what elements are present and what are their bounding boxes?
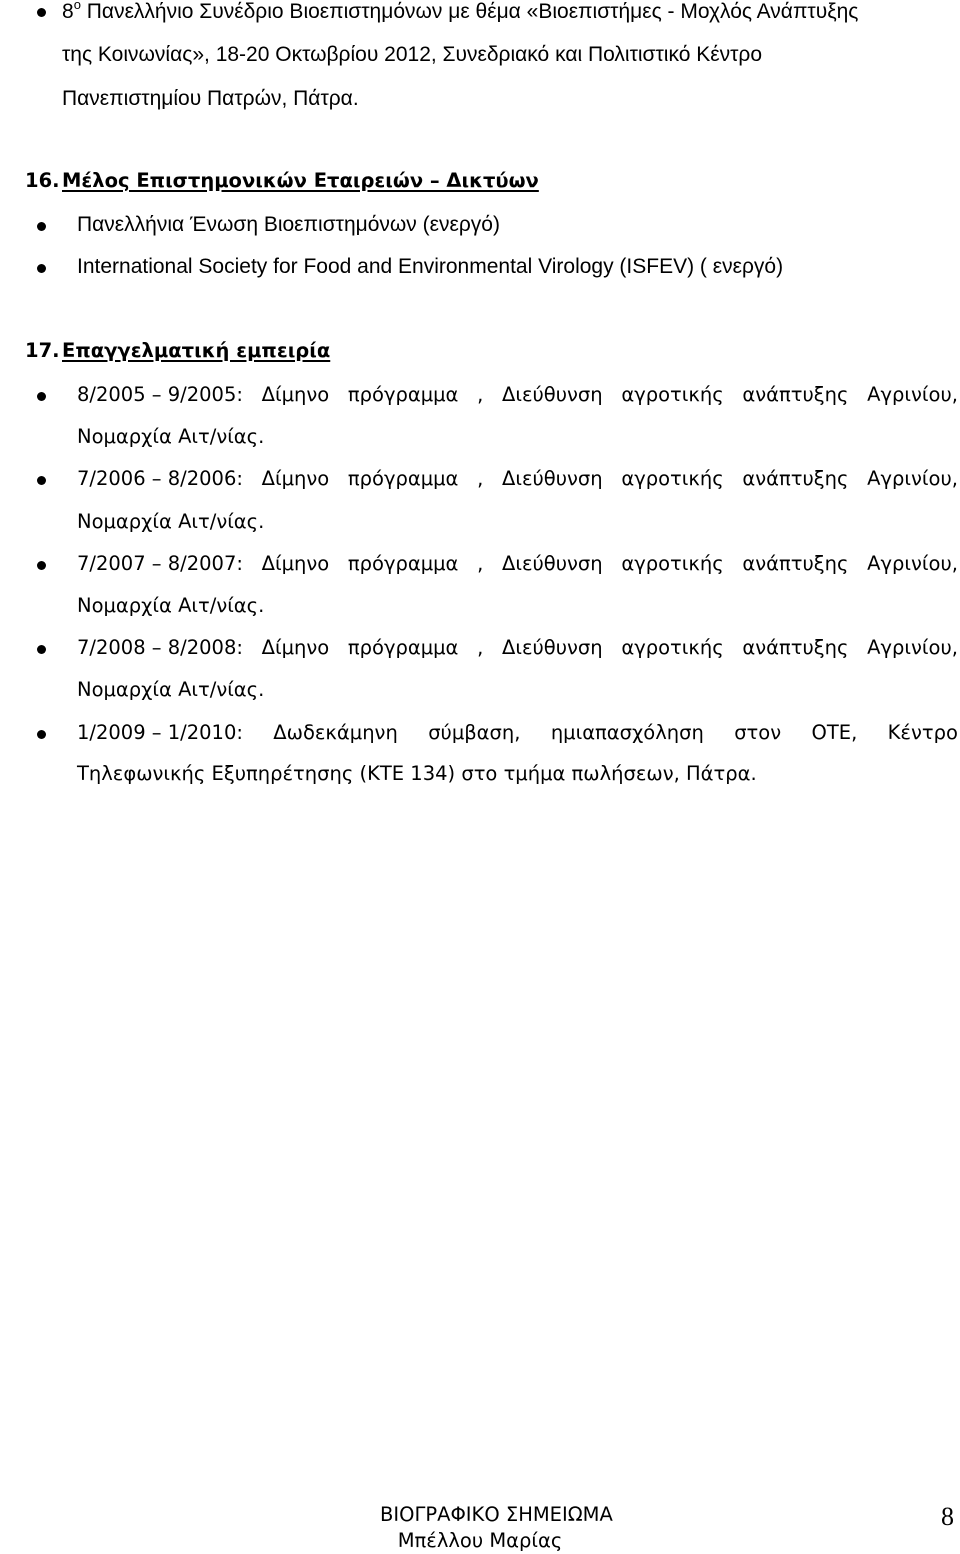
- experience-word: πρόγραμμα: [347, 467, 459, 490]
- conference-line-2: της Κοινωνίας», 18-20 Οκτωβρίου 2012, Συνεδριακό και Πολιτιστικό Κέντρο: [62, 43, 762, 66]
- experience-word: ανάπτυξης: [742, 636, 849, 659]
- conference-line-3: Πανεπιστημίου Πατρών, Πάτρα.: [62, 87, 359, 110]
- experience-word: Δίμηνο: [261, 383, 330, 406]
- experience-item-5-line-2: Τηλεφωνικής Εξυπηρέτησης (ΚΤΕ 134) στο τμήμα πωλήσεων, Πάτρα.: [77, 762, 757, 785]
- experience-word: Δίμηνο: [261, 467, 330, 490]
- experience-word: αγροτικής: [621, 636, 724, 659]
- experience-item-2-line-1: [77, 467, 958, 491]
- experience-word: στον: [734, 721, 782, 744]
- bullet-society-1: [37, 222, 46, 231]
- experience-dates: 7/2007 – 8/2007:: [77, 552, 243, 575]
- experience-word: Δίμηνο: [261, 636, 330, 659]
- conference-superscript: ο: [73, 0, 81, 12]
- experience-word: Δωδεκάμηνη: [273, 721, 398, 744]
- experience-word: πρόγραμμα: [347, 552, 459, 575]
- experience-item-3-line-2: Νομαρχία Αιτ/νίας.: [77, 594, 265, 617]
- experience-word: Κέντρο: [887, 721, 958, 744]
- section-16-number: 16.: [25, 169, 60, 192]
- experience-word: Διεύθυνση: [502, 552, 603, 575]
- experience-word: αγροτικής: [621, 467, 724, 490]
- bullet-experience-1: [37, 392, 46, 401]
- experience-word: ,: [477, 467, 484, 490]
- experience-word: ,: [477, 552, 484, 575]
- section-17-number: 17.: [25, 339, 60, 362]
- experience-word: ανάπτυξης: [742, 467, 849, 490]
- conference-line-1-text: Πανελλήνιο Συνέδριο Βιοεπιστημόνων με θέμα «Βιοεπιστήμες - Μοχλός Ανάπτυξης: [86, 0, 859, 23]
- experience-word: Αγρινίου,: [867, 552, 958, 575]
- experience-item-1-line-1: [77, 383, 958, 407]
- section-17-title: Επαγγελματική εμπειρία: [62, 339, 331, 362]
- society-item-2: International Society for Food and Environmental Virology (ISFEV) ( ενεργό): [77, 255, 784, 278]
- experience-word: ανάπτυξης: [742, 552, 849, 575]
- bullet-experience-3: [37, 561, 46, 570]
- experience-word: σύμβαση,: [428, 721, 521, 744]
- experience-word: πρόγραμμα: [347, 636, 459, 659]
- experience-word: Αγρινίου,: [867, 383, 958, 406]
- society-item-1: Πανελλήνια Ένωση Βιοεπιστημόνων (ενεργό): [77, 213, 500, 236]
- experience-dates: 7/2008 – 8/2008:: [77, 636, 243, 659]
- experience-item-2-line-2: Νομαρχία Αιτ/νίας.: [77, 510, 265, 533]
- experience-item-4-line-1: [77, 636, 958, 660]
- experience-word: Δίμηνο: [261, 552, 330, 575]
- experience-dates: 1/2009 – 1/2010:: [77, 721, 243, 744]
- experience-word: Διεύθυνση: [502, 636, 603, 659]
- experience-word: αγροτικής: [621, 552, 724, 575]
- footer-author: Μπέλλου Μαρίας: [397, 1529, 563, 1552]
- experience-word: Διεύθυνση: [502, 383, 603, 406]
- bullet-society-2: [37, 264, 46, 273]
- experience-word: ,: [477, 636, 484, 659]
- experience-item-1-line-2: Νομαρχία Αιτ/νίας.: [77, 425, 265, 448]
- conference-number: 8: [62, 0, 74, 23]
- experience-word: ,: [477, 383, 484, 406]
- experience-word: αγροτικής: [621, 383, 724, 406]
- experience-word: ΟΤΕ,: [811, 721, 858, 744]
- experience-word: Διεύθυνση: [502, 467, 603, 490]
- experience-item-5-line-1: [77, 721, 958, 745]
- experience-word: ανάπτυξης: [742, 383, 849, 406]
- experience-dates: 7/2006 – 8/2006:: [77, 467, 243, 490]
- bullet-experience-2: [37, 476, 46, 485]
- experience-item-3-line-1: [77, 552, 958, 576]
- experience-word: Αγρινίου,: [867, 636, 958, 659]
- bullet-experience-4: [37, 645, 46, 654]
- footer-title: ΒΙΟΓΡΑΦΙΚΟ ΣΗΜΕΙΩΜΑ: [380, 1503, 613, 1526]
- bullet-conference: [37, 8, 46, 17]
- experience-word: ημιαπασχόληση: [550, 721, 704, 744]
- experience-word: Αγρινίου,: [867, 467, 958, 490]
- bullet-experience-5: [37, 730, 46, 739]
- section-16-title: Μέλος Επιστημονικών Εταιρειών – Δικτύων: [62, 169, 539, 192]
- experience-dates: 8/2005 – 9/2005:: [77, 383, 243, 406]
- experience-item-4-line-2: Νομαρχία Αιτ/νίας.: [77, 678, 265, 701]
- experience-word: πρόγραμμα: [347, 383, 459, 406]
- page-number: 8: [941, 1502, 954, 1531]
- conference-line-1: [62, 0, 947, 24]
